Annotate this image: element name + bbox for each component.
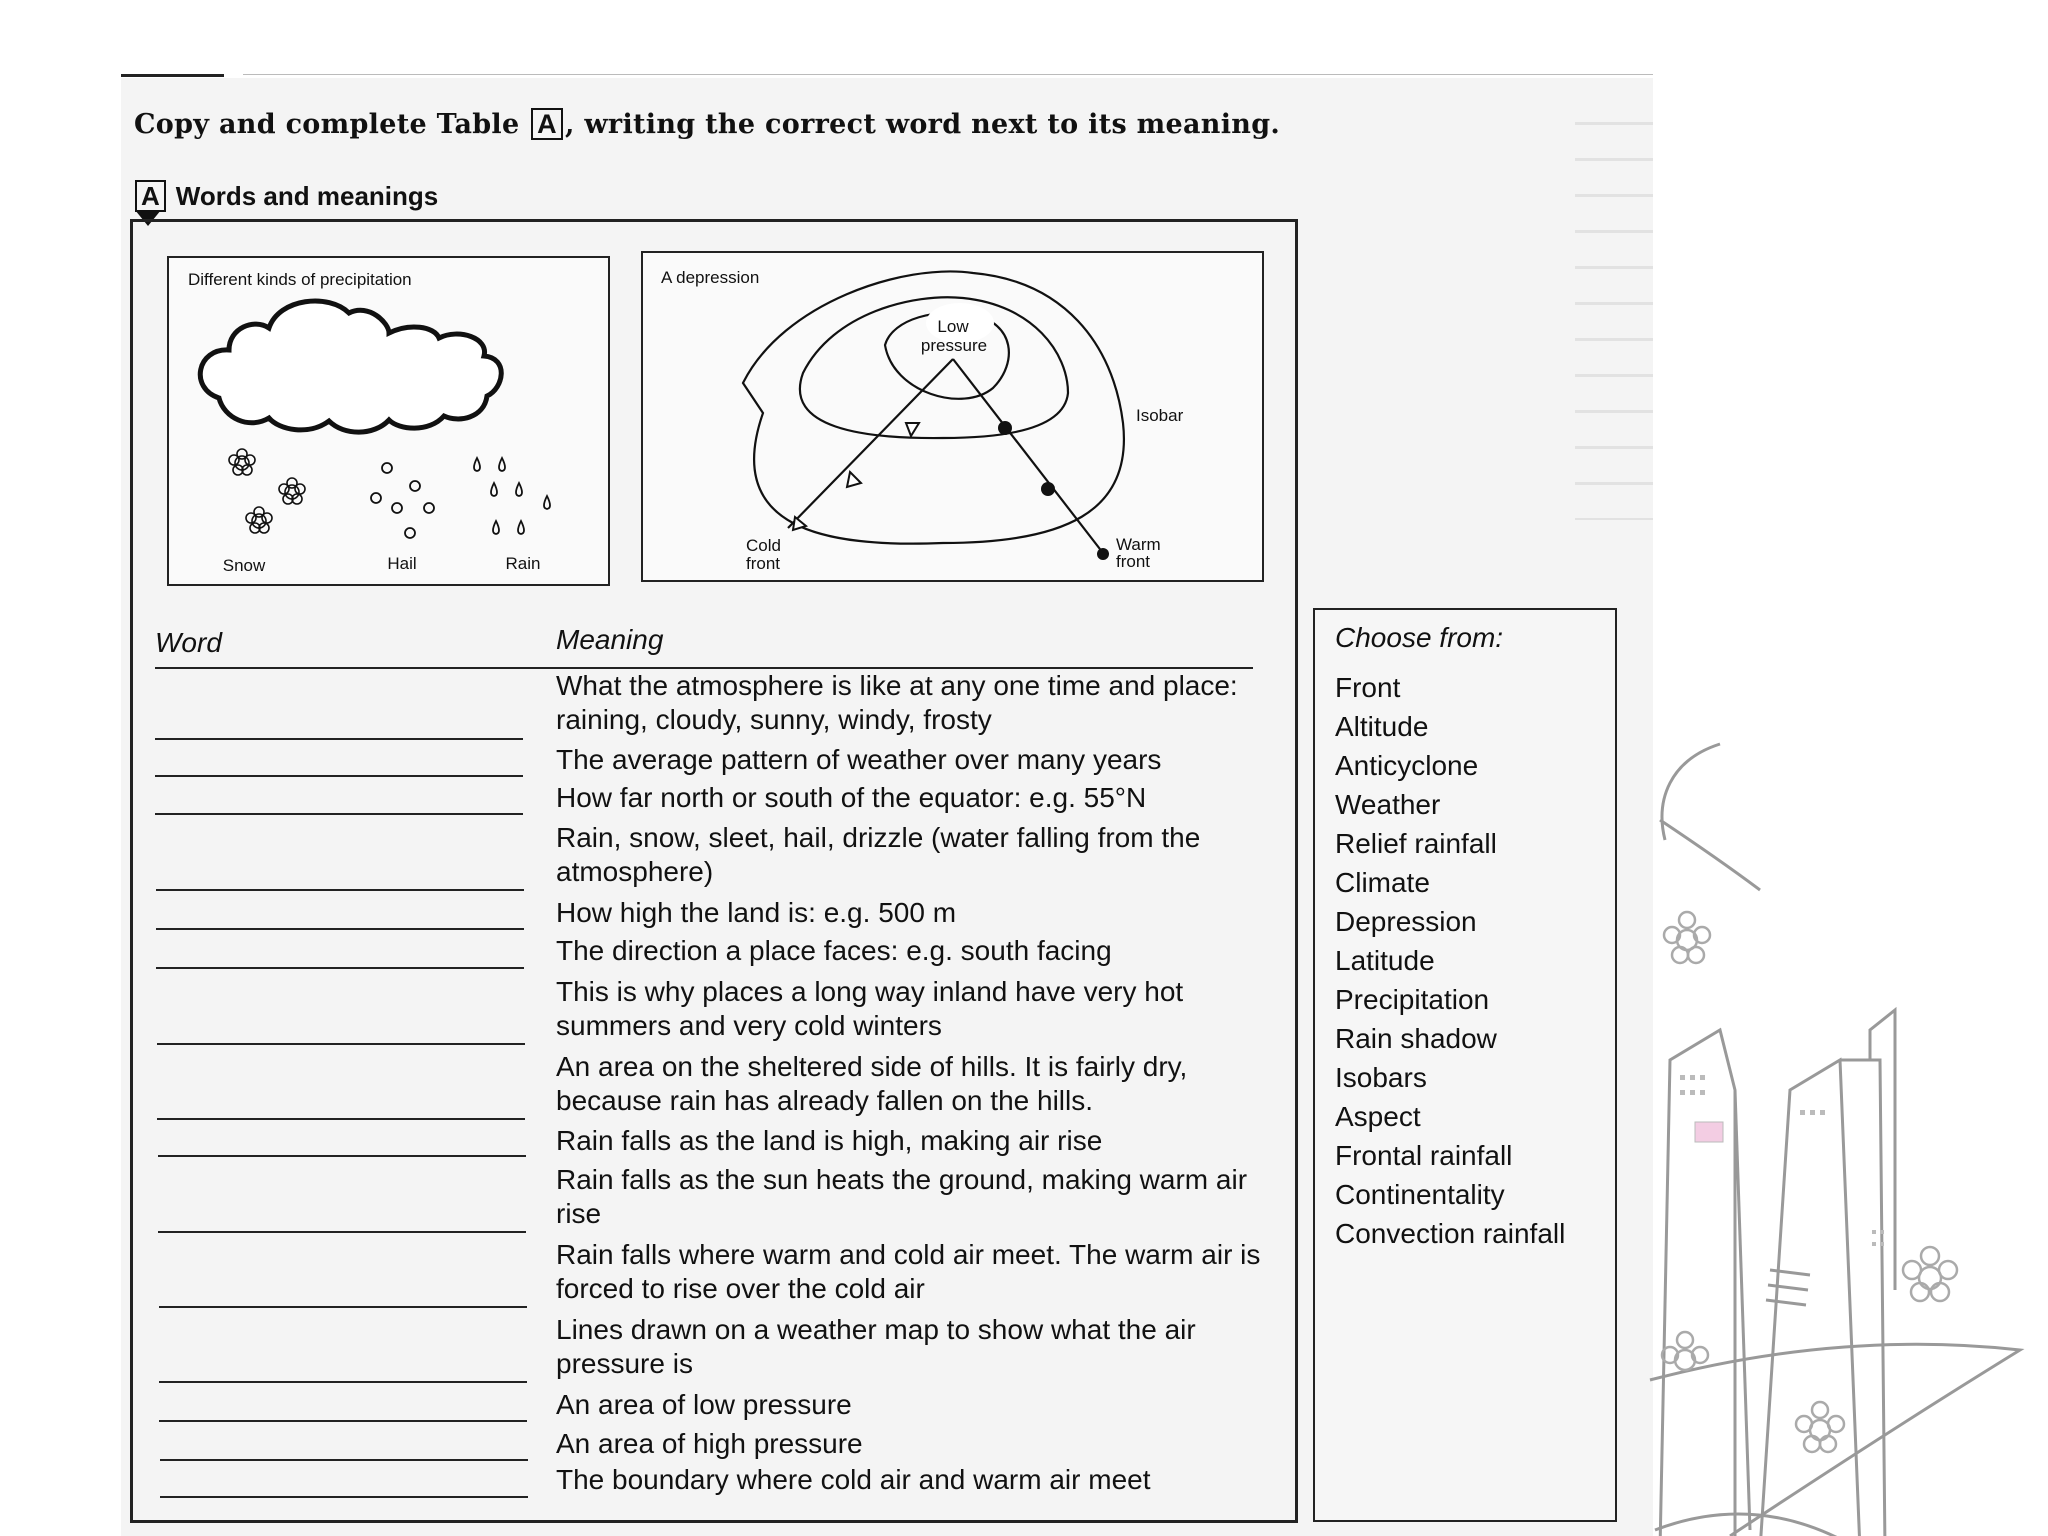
meaning-row-13: An area of low pressure [556,1389,852,1420]
snowflake-icon [229,449,305,533]
meaning-row-14: An area of high pressure [556,1428,863,1459]
meaning-row-11: Rain falls where warm and cold air meet. The warm air is forced to rise over the cold air [556,1239,1261,1304]
answer-blank-1[interactable] [155,738,523,740]
choose-item-altitude: Altitude [1335,711,1429,742]
isobar-label: Isobar [1136,406,1184,425]
table-a-box: A [531,108,563,140]
choose-item-relief-rainfall: Relief rainfall [1335,828,1497,859]
meaning-row-6: The direction a place faces: e.g. south facing [556,935,1112,966]
raindrop-icon [474,458,550,534]
choose-item-weather: Weather [1335,789,1441,820]
rain-label: Rain [505,554,541,573]
choose-item-isobars: Isobars [1335,1062,1427,1093]
warm-front-line [953,359,1103,553]
meaning-row-3: How far north or south of the equator: e.g. 55°N [556,782,1147,813]
meaning-row-9: Rain falls as the land is high, making air rise [556,1125,1103,1156]
depression-diagram [643,253,1262,580]
cloud-icon [200,301,501,432]
answer-blank-15[interactable] [160,1496,528,1498]
heading-box: A [135,180,166,212]
instruction-before: Copy and complete Table [134,109,520,140]
meaning-row-12: Lines drawn on a weather map to show what the air pressure is [556,1314,1196,1379]
meaning-row-4: Rain, snow, sleet, hail, drizzle (water falling from the atmosphere) [556,822,1201,887]
answer-blank-4[interactable] [156,889,524,891]
low-pressure-label-1: Low [937,317,969,336]
instruction-text [134,108,1280,140]
top-rule-dark [121,74,224,77]
precipitation-panel [167,256,610,586]
word-column-header: Word [155,627,222,658]
answer-blank-8[interactable] [157,1118,525,1120]
answer-blank-13[interactable] [159,1420,527,1422]
meaning-row-5: How high the land is: e.g. 500 m [556,897,957,928]
answer-blank-11[interactable] [159,1306,527,1308]
choose-from-box [1313,608,1617,1522]
city-sketch-decoration [1640,730,2048,1536]
choose-item-frontal-rainfall: Frontal rainfall [1335,1140,1513,1171]
heading-title: Words and meanings [175,181,439,211]
meaning-row-7: This is why places a long way inland have very hot summers and very cold winters [556,976,1184,1041]
meaning-row-10: Rain falls as the sun heats the ground, making warm air rise [556,1164,1248,1229]
answer-blank-14[interactable] [160,1459,528,1461]
snow-label: Snow [222,556,266,575]
answer-blank-2[interactable] [155,775,523,777]
choose-from-title: Choose from: [1335,622,1504,653]
precipitation-diagram [169,258,608,584]
depression-title: A depression [661,268,760,287]
cold-front-label-2: front [746,554,781,573]
choose-item-depression: Depression [1335,906,1477,937]
meaning-row-8: An area on the sheltered side of hills. It is fairly dry, because rain has already fallen on the hills. [556,1051,1188,1116]
choose-item-continentality: Continentality [1335,1179,1505,1210]
answer-blank-7[interactable] [157,1043,525,1045]
cold-front-label-1: Cold [746,536,781,555]
choose-item-aspect: Aspect [1335,1101,1421,1132]
warm-front-label-2: front [1116,552,1151,571]
answer-blank-5[interactable] [156,928,524,930]
answer-blank-6[interactable] [156,967,524,969]
instruction-after: , writing the correct word next to its meaning. [564,109,1281,140]
choose-item-front: Front [1335,672,1401,703]
show-through-text [1575,100,1653,520]
meaning-row-1: What the atmosphere is like at any one time and place: raining, cloudy, sunny, windy, frosty [556,670,1238,735]
precipitation-title: Different kinds of precipitation [188,270,412,289]
cold-front-triangles [793,423,919,530]
choose-item-climate: Climate [1335,867,1430,898]
top-rule-light [243,74,1653,75]
hail-label: Hail [387,554,417,573]
low-pressure-label-2: pressure [920,336,988,355]
choose-item-convection-rainfall: Convection rainfall [1335,1218,1566,1249]
meaning-row-2: The average pattern of weather over many years [556,744,1162,775]
answer-blank-9[interactable] [158,1155,526,1157]
hail-icon [371,463,434,538]
choose-item-rain-shadow: Rain shadow [1335,1023,1497,1054]
section-heading [133,180,438,212]
cold-front-line [788,359,953,528]
meaning-column-header: Meaning [556,624,664,655]
answer-blank-12[interactable] [159,1381,527,1383]
choose-item-latitude: Latitude [1335,945,1435,976]
meaning-row-15: The boundary where cold air and warm air meet [556,1464,1151,1495]
choose-item-anticyclone: Anticyclone [1335,750,1479,781]
choose-item-precipitation: Precipitation [1335,984,1490,1015]
answer-blank-3[interactable] [155,813,523,815]
warm-front-label-1: Warm [1116,535,1161,554]
answer-blank-10[interactable] [158,1231,526,1233]
depression-panel [641,251,1264,582]
